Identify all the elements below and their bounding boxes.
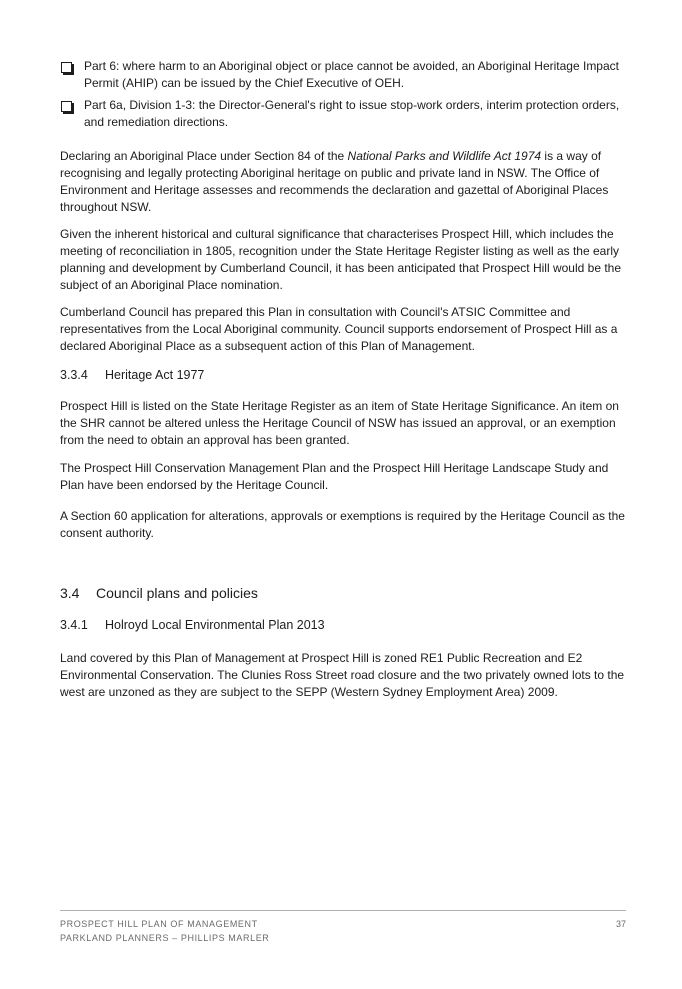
section-heading-3-4: 3.4 Council plans and policies	[60, 585, 258, 601]
footer-authors: PARKLAND PLANNERS – PHILLIPS MARLER	[60, 933, 270, 943]
footer-divider	[60, 910, 626, 911]
list-item	[60, 58, 626, 92]
page-number: 37	[615, 919, 626, 929]
paragraph-consultation: Cumberland Council has prepared this Plan in consultation with Council's ATSIC Committee and representatives from the Local Aboriginal community. Council supports endorsement of Prospect Hill as a declared Aboriginal Place as a subsequent action of this Plan of Management.	[60, 305, 618, 353]
list-item	[60, 97, 626, 131]
bullet-list	[60, 58, 626, 136]
paragraph-significance: Given the inherent historical and cultural significance that characterises Prospect Hill, which includes the meeting of reconciliation in 1805, recognition under the State Heritage Register listing as well as the early planning and development by Cumberland Council, it has been anticipated that Prospect Hill would be the subject of an Aboriginal Place nomination.	[60, 227, 622, 292]
paragraph-zoning: Land covered by this Plan of Management at Prospect Hill is zoned RE1 Public Recreation and E2 Environmental Conservation. The Clunies Ross Street road closure and the two privately owned lots to the west are unzoned as they are subject to the SEPP (Western Sydney Employment Area) 2009.	[60, 651, 625, 699]
bullet-text: Part 6a, Division 1-3: the Director-General's right to issue stop-work orders, interim protection orders, and remediation directions.	[84, 98, 620, 129]
checkbox-bullet-icon	[61, 101, 72, 112]
checkbox-bullet-icon	[61, 62, 72, 73]
section-heading-3-4-1: 3.4.1 Holroyd Local Environmental Plan 2013	[60, 618, 325, 632]
bullet-text: Part 6: where harm to an Aboriginal object or place cannot be avoided, an Aboriginal Heritage Impact Permit (AHIP) can be issued by the Chief Executive of OEH.	[84, 59, 619, 90]
footer-document-title: PROSPECT HILL PLAN OF MANAGEMENT	[60, 919, 258, 929]
paragraph-conservation-plan: The Prospect Hill Conservation Management Plan and the Prospect Hill Heritage Landscape Study and Plan have been endorsed by the Heritage Council.	[60, 461, 609, 492]
paragraph-aboriginal-place: Declaring an Aboriginal Place under Section 84 of the National Parks and Wildlife Act 1974 is a way of recognising and legally protecting Aboriginal heritage on public and private land in NSW. The Office of Environment and Heritage assesses and recommends the declaration and gazettal of Aboriginal Places throughout NSW.	[60, 149, 609, 214]
paragraph-heritage-register: Prospect Hill is listed on the State Heritage Register as an item of State Heritage Significance. An item on the SHR cannot be altered unless the Heritage Council of NSW has issued an approval, or an exemption from the need to obtain an approval has been granted.	[60, 399, 619, 447]
section-heading-3-3-4: 3.3.4 Heritage Act 1977	[60, 368, 205, 382]
paragraph-section-60: A Section 60 application for alterations, approvals or exemptions is required by the Heritage Council as the consent authority.	[60, 509, 625, 540]
page-footer	[60, 917, 626, 945]
